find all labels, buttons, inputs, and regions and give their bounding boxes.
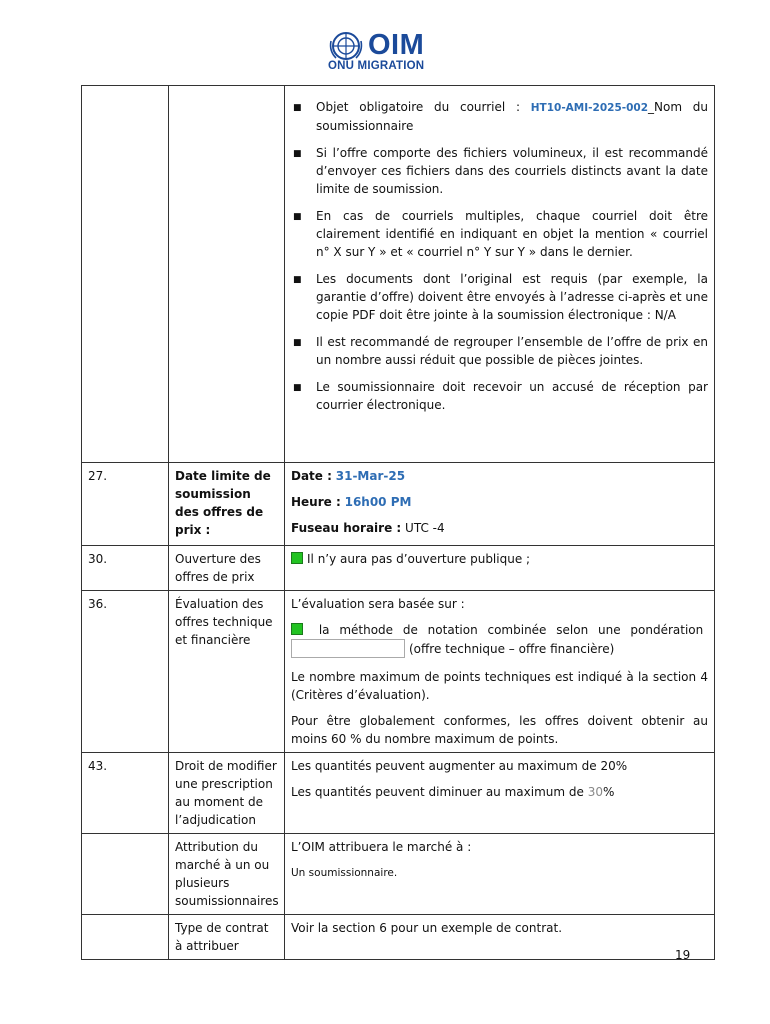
row-label: Évaluation des offres technique et financière <box>169 591 285 753</box>
weighting-input[interactable] <box>291 639 405 658</box>
opening-cell: Il n’y aura pas d’ouverture publique ; <box>285 546 715 591</box>
bullet-square-icon: ■ <box>293 275 302 285</box>
row-label: Ouverture des offres de prix <box>169 546 285 591</box>
bullet-group-attachments: ■ Il est recommandé de regrouper l’ensemble de l’offre de prix en un nombre aussi réduit que possible de pièces jointes. <box>293 335 708 367</box>
row-number: 30. <box>82 546 169 591</box>
bullet-square-icon: ■ <box>293 149 302 159</box>
contract-cell: Voir la section 6 pour un exemple de contrat. <box>285 915 715 960</box>
deadline-date: 31-Mar-25 <box>335 469 406 483</box>
un-emblem-icon <box>328 31 364 63</box>
table-row-27 <box>82 463 715 546</box>
table-row-submission-instructions <box>82 86 715 463</box>
reference-code: HT10-AMI-2025-002 <box>530 102 649 114</box>
bullet-square-icon: ■ <box>293 383 302 393</box>
logo-title: OIM <box>368 29 425 61</box>
evaluation-cell: L’évaluation sera basée sur : la méthode de notation combinée selon une pondération (offre technique – offre financière) Le nombre maximum de points techniques est indiqué à la section 4 (Critères d’évaluation). Pour être globalement conformes, les offres doivent obtenir au moins 60 % du nombre maximum de points. <box>285 591 715 753</box>
oim-logo <box>328 29 448 73</box>
instructions-table <box>81 85 715 960</box>
page-number: 19 <box>675 948 691 962</box>
timezone-value: UTC -4 <box>405 521 445 535</box>
row-label: Droit de modifier une prescription au moment de l’adjudication <box>169 753 285 834</box>
bullet-square-icon: ■ <box>293 212 302 222</box>
submission-instructions-cell <box>285 86 715 463</box>
row-label: Date limite de soumission des offres de prix : <box>169 463 285 546</box>
decrease-percent: 30 <box>587 785 603 799</box>
bullet-square-icon: ■ <box>293 338 302 348</box>
row-number: 43. <box>82 753 169 834</box>
award-cell: L’OIM attribuera le marché à : Un soumissionnaire. <box>285 834 715 915</box>
bullet-square-icon: ■ <box>293 103 302 113</box>
deadline-cell: Date : 31-Mar-25 Heure : 16h00 PM Fuseau horaire : UTC -4 <box>285 463 715 546</box>
logo-subtitle: ONU MIGRATION <box>328 60 425 72</box>
bullet-original-documents: ■ Les documents dont l’original est requis (par exemple, la garantie d’offre) doivent être envoyés à l’adresse ci-après et une copie PDF doit être jointe à la soumission électronique : N/A <box>293 272 708 322</box>
bullet-acknowledgement: ■ Le soumissionnaire doit recevoir un accusé de réception par courrier électronique. <box>293 380 708 412</box>
row-number: 36. <box>82 591 169 753</box>
checkbox-checked[interactable] <box>291 623 303 635</box>
bullet-email-subject: ■ Objet obligatoire du courriel : HT10-AMI-2025-002_Nom du soumissionnaire <box>293 100 709 133</box>
checkbox-checked[interactable] <box>291 552 303 564</box>
row-label: Attribution du marché à un ou plusieurs soumissionnaires <box>169 834 285 915</box>
row-number: 27. <box>82 463 169 546</box>
bullet-large-files: ■ Si l’offre comporte des fichiers volumineux, il est recommandé d’envoyer ces fichiers dans des courriels distincts avant la date limite de soumission. <box>293 146 708 196</box>
quantity-change-cell: Les quantités peuvent augmenter au maximum de 20% Les quantités peuvent diminuer au maximum de 30% <box>285 753 715 834</box>
bullet-multiple-emails: ■ En cas de courriels multiples, chaque courriel doit être clairement identifié en indiquant en objet la mention « courriel n° X sur Y » et « courriel n° Y sur Y » dans le dernier. <box>293 209 708 259</box>
table-row-contract <box>82 915 715 960</box>
table-row-36 <box>82 591 715 753</box>
row-label: Type de contrat à attribuer <box>169 915 285 960</box>
table-row-award <box>82 834 715 915</box>
table-row-43 <box>82 753 715 834</box>
deadline-time: 16h00 PM <box>344 495 412 509</box>
table-row-30 <box>82 546 715 591</box>
